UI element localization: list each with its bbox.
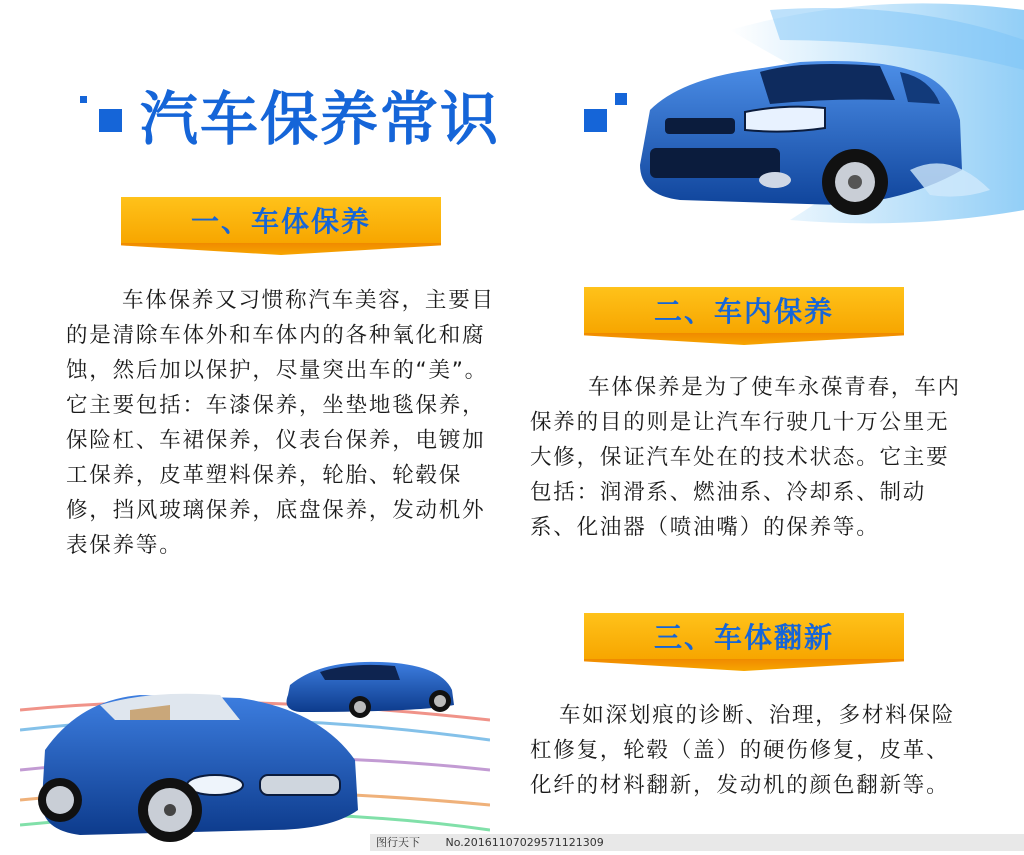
section-body-care-text: 车体保养又习惯称汽车美容，主要目的是清除车体外和车体内的各种氧化和腐蚀，然后加以保护，尽量突出车的“美”。它主要包括：车漆保养，坐垫地毯保养，保险杠、车裙保养，仪表台保养，电镀加工保养，皮革塑料保养，轮胎、轮毂保修，挡风玻璃保养，底盘保养，发动机外表保养等。 [66, 288, 495, 558]
hatchback-car-image [610, 0, 1024, 230]
title-deco-square [584, 109, 607, 132]
section-banner-body-care [121, 197, 441, 243]
section-banner-renovation [584, 613, 904, 659]
sports-cars-image [20, 650, 490, 851]
watermark-number: No.20161107029571121309 [445, 836, 604, 849]
section-renovation-text: 车如深划痕的诊断、治理，多材料保险杠修复，轮毂（盖）的硬伤修复，皮革、化纤的材料翻新，发动机的颜色翻新等。 [530, 703, 956, 798]
title-deco-square [99, 109, 122, 132]
page-title: 汽车保养常识 [140, 85, 501, 153]
section-banner-interior-care [584, 287, 904, 333]
section-heading: 一、车体保养 [190, 205, 371, 238]
section-interior-care-text: 车体保养是为了使车永葆青春，车内保养的目的则是让汽车行驶几十万公里无大修，保证汽车处在的技术状态。它主要包括：润滑系、燃油系、冷却系、制动系、化油器（喷油嘴）的保养等。 [530, 375, 961, 540]
section-heading: 二、车内保养 [653, 295, 834, 328]
watermark-bar [370, 834, 1024, 851]
section-heading: 三、车体翻新 [653, 621, 834, 654]
watermark-site: 图行天下 [376, 836, 420, 849]
title-deco-square [80, 96, 87, 103]
